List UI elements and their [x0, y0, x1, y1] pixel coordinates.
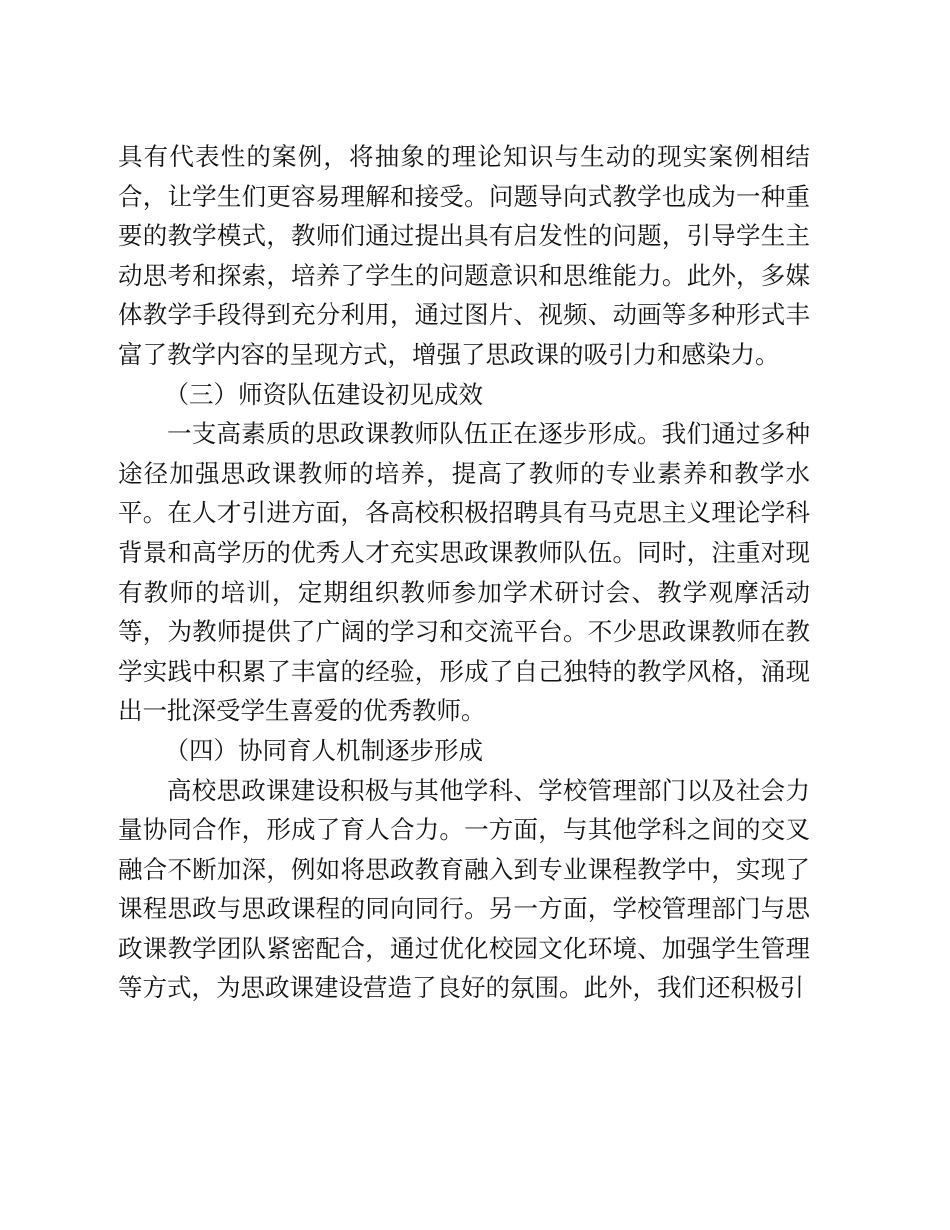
paragraph-teacher-team: 一支高素质的思政课教师队伍正在逐步形成。我们通过多种途径加强思政课教师的培养，提高了教师的专业素养和教学水平。在人才引进方面，各高校积极招聘具有马克思主义理论学科背景和高学历的优秀人才充实思政课教师队伍。同时，注重对现有教师的培训，定期组织教师参加学术研讨会、教学观摩活动等，为教师提供了广阔的学习和交流平台。不少思政课教师在教学实践中积累了丰富的经验，形成了自己独特的教学风格，涌现出一批深受学生喜爱的优秀教师。	[118, 419, 810, 726]
section-heading-4: （四）协同育人机制逐步形成	[164, 735, 484, 765]
paragraph-collaborative-education: 高校思政课建设积极与其他学科、学校管理部门以及社会力量协同合作，形成了育人合力。一方面，与其他学科之间的交叉融合不断加深，例如将思政教育融入到专业课程教学中，实现了课程思政与思政课程的同向同行。另一方面，学校管理部门与思政课教学团队紧密配合，通过优化校园文化环境、加强学生管理等方式，为思政课建设营造了良好的氛围。此外，我们还积极引	[118, 775, 810, 1003]
paragraph-case-teaching: 具有代表性的案例，将抽象的理论知识与生动的现实案例相结合，让学生们更容易理解和接受。问题导向式教学也成为一种重要的教学模式，教师们通过提出具有启发性的问题，引导学生主动思考和探索，培养了学生的问题意识和思维能力。此外，多媒体教学手段得到充分利用，通过图片、视频、动画等多种形式丰富了教学内容的呈现方式，增强了思政课的吸引力和感染力。	[118, 142, 810, 369]
section-heading-3: （三）师资队伍建设初见成效	[164, 379, 484, 409]
document-body	[118, 137, 810, 1008]
